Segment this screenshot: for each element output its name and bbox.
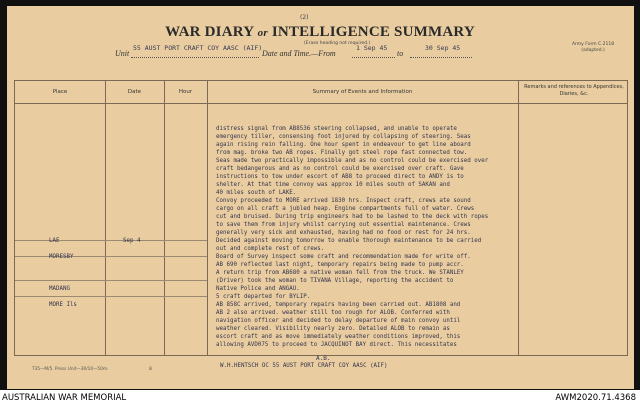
summary-line: Seas made two practically impossible and as no control could be exercised over	[216, 158, 489, 164]
summary-line: distress signal from AB8536 steering collapsed, and unable to operate	[216, 126, 457, 132]
place-moresby: MORESBY	[49, 254, 74, 260]
summary-line: AB 2 also arrived. weather still too rough for ALOB. Conferred with	[216, 310, 450, 316]
form-reference	[567, 42, 619, 54]
row-rule	[15, 256, 207, 257]
from-underline	[352, 57, 395, 58]
header-date: Date	[127, 89, 142, 95]
summary-line: from mag. broke two AB ropes. Finally got steel rope fast connected tow.	[216, 150, 468, 156]
summary-line: (Driver) took the woman to TIVANA Village, reporting the accident to	[216, 278, 454, 284]
unit-value: 55 AUST PORT CRAFT COY AASC (AIF)	[133, 44, 263, 52]
date-label: Date and Time.—From	[262, 49, 336, 58]
summary-line: instructions to tow under escort of AB8 to proceed direct to ANDY is to	[216, 174, 464, 180]
to-label: to	[397, 49, 404, 58]
signature-initials: A.B.	[316, 355, 331, 362]
summary-line: out and complete rest of crews.	[216, 246, 325, 252]
summary-line: again rising rein falling. One hour spent in endeavour to get line aboard	[216, 142, 471, 148]
summary-line: emergency tiller, consensing foot injured by collapsing of steering. Seas	[216, 134, 471, 140]
erase-note: (Erase heading not required.)	[304, 41, 371, 46]
col-divider-date	[164, 81, 165, 355]
header-remarks: Remarks and references to Appendices, Diaries, &c.	[524, 84, 624, 97]
archive-caption: AUSTRALIAN WAR MEMORIAL	[2, 393, 127, 403]
row-rule	[15, 296, 207, 297]
archive-reference: AWM2020.71.4368	[555, 393, 636, 403]
form-number: Army Form C.2118	[571, 42, 615, 47]
row-rule	[15, 280, 207, 281]
place-madang: MADANG	[49, 286, 70, 292]
summary-line: Convoy proceeded to MORE arrived 1830 hrs. Inspect craft, crews ate sound	[216, 198, 471, 204]
summary-line: allowing AVD075 to proceed to JACQUINOT BAY direct. This necessitates	[216, 342, 457, 348]
summary-line: Board of Survey inspect some craft and recommendation made for write off.	[216, 254, 471, 260]
col-divider-hour	[207, 81, 208, 355]
summary-line: generally very sick and exhausted, having had no food or rest for 24 hrs.	[216, 230, 471, 236]
summary-line: A return trip from AB680 a native woman fell from the truck. We STANLEY	[216, 270, 464, 276]
place-more-ils: MORE Ils	[49, 302, 77, 308]
summary-line: Native Police and ANGAU.	[216, 286, 300, 292]
summary-line: cut and bruised. During trip engineers had to be lashed to the deck with ropes	[216, 214, 489, 220]
header-rule	[15, 103, 627, 104]
title-war-diary: WAR DIARY	[165, 24, 254, 40]
form-adapted: (adapted.)	[581, 48, 605, 53]
from-date: 1 Sep 45	[356, 44, 388, 52]
to-underline	[410, 57, 472, 58]
sheet-number: 8	[149, 367, 152, 372]
header-place: Place	[52, 89, 68, 95]
page-title	[0, 24, 640, 41]
header-hour: Hour	[178, 89, 193, 95]
summary-line: 5 craft departed for BYLIP.	[216, 294, 311, 300]
summary-line: AB 858C arrived, temporary repairs having been carried out. AB1808 and	[216, 302, 461, 308]
summary-text	[216, 125, 488, 349]
summary-line: navigation officer and decided to delay departure of main convoy until	[216, 318, 461, 324]
title-or: or	[257, 27, 268, 39]
row-rule	[15, 240, 207, 241]
col-divider-summary	[518, 81, 519, 355]
page-number: (2)	[300, 14, 309, 21]
to-date: 30 Sep 45	[425, 44, 461, 52]
summary-line: Decided against moving tomorrow to enable thorough maintenance to be carried	[216, 238, 482, 244]
date-sep-4: Sep 4	[123, 238, 141, 244]
title-intelligence-summary: INTELLIGENCE SUMMARY	[271, 24, 475, 40]
summary-line: shelter. At that time convoy was approx 10 miles south of SAKAN and	[216, 182, 450, 188]
summary-line: escort craft and as move immediately weather conditions improved, this	[216, 334, 461, 340]
unit-underline	[131, 57, 259, 58]
col-divider-place	[105, 81, 106, 355]
signature-line: W.H.HENTSCH OC 55 AUST PORT CRAFT COY AASC (AIF)	[220, 363, 388, 369]
place-lae: LAE	[49, 238, 60, 244]
print-note: T35—M/5. Press Unit—30/10—50m.	[32, 367, 109, 372]
summary-line: AB 690 reflected last night, temporary repairs being made to pump accr.	[216, 262, 464, 268]
unit-label: Unit	[115, 49, 130, 58]
summary-line: craft bedangerous and as no control could be exercised over craft. Gave	[216, 166, 464, 172]
summary-line: weather cleared. Visibility nearly zero. Detailed ALOB to remain as	[216, 326, 450, 332]
summary-line: 40 miles south of LAKE.	[216, 190, 297, 196]
summary-line: to save them from injury whilst carrying out essential maintenance. Crews	[216, 222, 471, 228]
summary-line: cargo on all craft a jubled heap. Engine compartments full of water. Crews	[216, 206, 475, 212]
header-summary: Summary of Events and Information	[312, 89, 413, 95]
